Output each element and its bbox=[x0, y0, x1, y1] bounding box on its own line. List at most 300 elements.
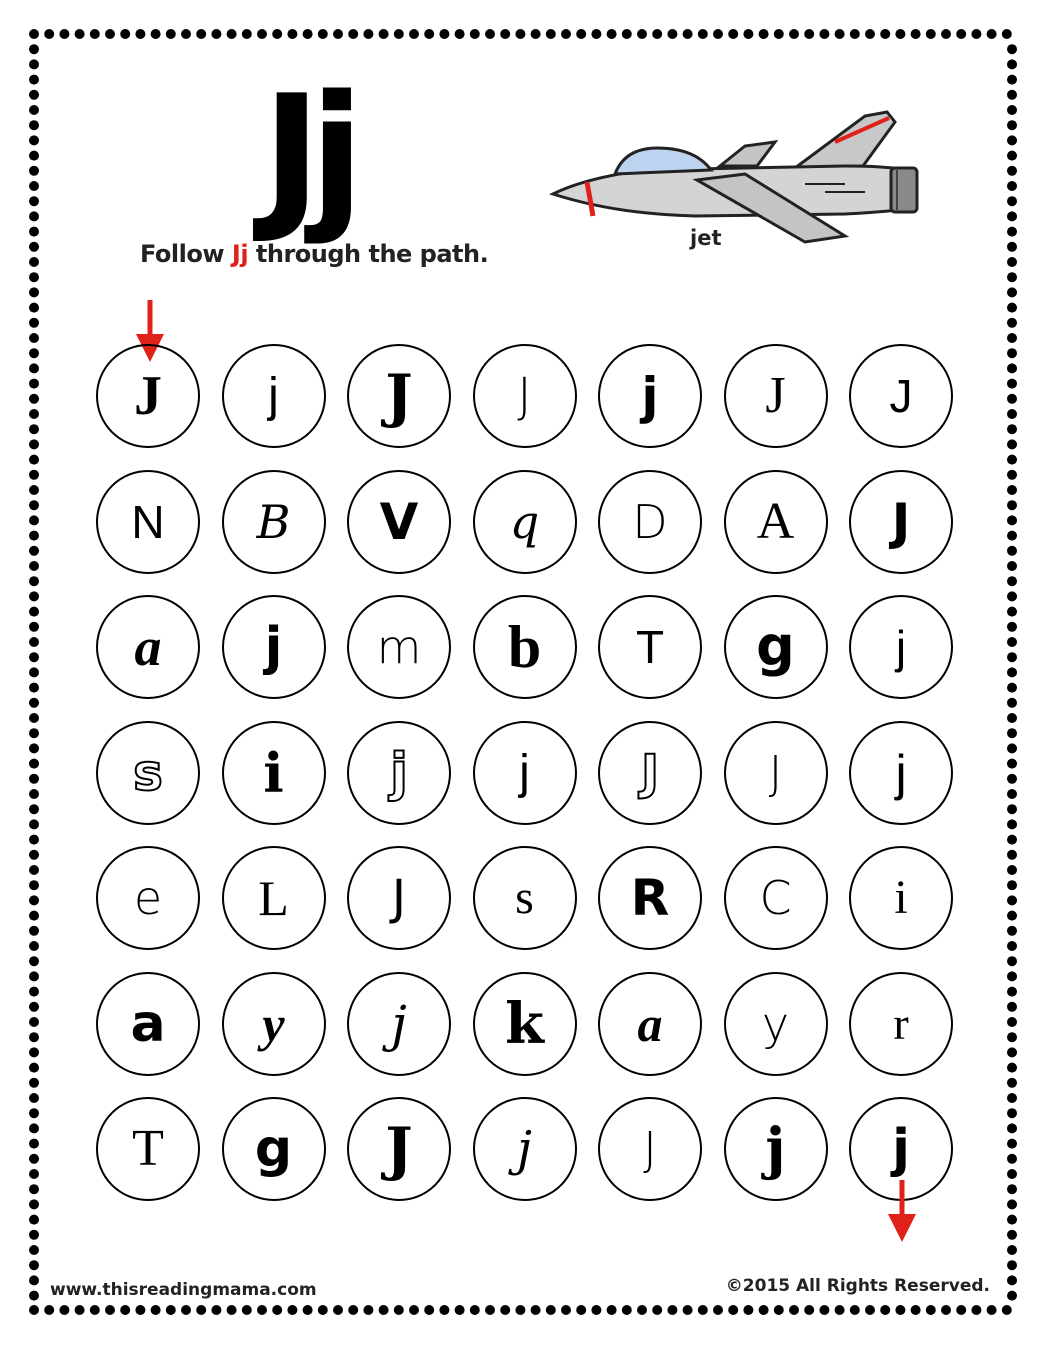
border-dot bbox=[29, 941, 39, 951]
border-dot bbox=[1007, 652, 1017, 662]
border-dot bbox=[485, 29, 495, 39]
border-dot bbox=[850, 29, 860, 39]
border-dot bbox=[348, 29, 358, 39]
border-dot bbox=[29, 485, 39, 495]
border-dot bbox=[1007, 683, 1017, 693]
border-dot bbox=[90, 1305, 100, 1315]
maze-cell[interactable]: j bbox=[849, 721, 953, 825]
border-dot bbox=[667, 29, 677, 39]
border-dot bbox=[29, 1260, 39, 1270]
border-dot bbox=[1007, 303, 1017, 313]
border-dot bbox=[1007, 865, 1017, 875]
border-dot bbox=[1007, 1199, 1017, 1209]
border-dot bbox=[29, 227, 39, 237]
border-dot bbox=[409, 29, 419, 39]
border-dot bbox=[941, 29, 951, 39]
letter-title: Jj bbox=[262, 60, 353, 247]
border-dot bbox=[29, 546, 39, 556]
border-dot bbox=[1007, 272, 1017, 282]
border-dot bbox=[379, 29, 389, 39]
border-dot bbox=[1007, 987, 1017, 997]
border-dot bbox=[1007, 59, 1017, 69]
maze-cell[interactable]: J bbox=[347, 344, 451, 448]
border-dot bbox=[683, 29, 693, 39]
border-dot bbox=[120, 1305, 130, 1315]
border-dot bbox=[1007, 196, 1017, 206]
border-dot bbox=[1007, 105, 1017, 115]
border-dot bbox=[911, 29, 921, 39]
border-dot bbox=[29, 1230, 39, 1240]
border-dot bbox=[455, 1305, 465, 1315]
border-dot bbox=[196, 29, 206, 39]
border-dot bbox=[455, 29, 465, 39]
border-dot bbox=[880, 1305, 890, 1315]
border-dot bbox=[1007, 1275, 1017, 1285]
maze-cell[interactable]: J bbox=[849, 470, 953, 574]
maze-cell[interactable]: j bbox=[849, 595, 953, 699]
border-dot bbox=[257, 29, 267, 39]
border-dot bbox=[29, 500, 39, 510]
border-dot bbox=[1007, 181, 1017, 191]
border-dot bbox=[29, 804, 39, 814]
border-dot bbox=[1007, 1215, 1017, 1225]
border-dot bbox=[29, 29, 39, 39]
border-dot bbox=[333, 29, 343, 39]
border-dot bbox=[29, 90, 39, 100]
border-dot bbox=[29, 1017, 39, 1027]
border-dot bbox=[439, 1305, 449, 1315]
maze-cell[interactable]: y bbox=[222, 972, 326, 1076]
maze-cell[interactable]: a bbox=[598, 972, 702, 1076]
border-dot bbox=[1007, 1032, 1017, 1042]
border-dot bbox=[713, 1305, 723, 1315]
border-dot bbox=[1007, 470, 1017, 480]
border-dot bbox=[1007, 515, 1017, 525]
border-dot bbox=[850, 1305, 860, 1315]
border-dot bbox=[1007, 1139, 1017, 1149]
border-dot bbox=[835, 1305, 845, 1315]
border-dot bbox=[29, 105, 39, 115]
border-dot bbox=[29, 211, 39, 221]
border-dot bbox=[1007, 455, 1017, 465]
border-dot bbox=[1007, 379, 1017, 389]
border-dot bbox=[135, 29, 145, 39]
border-dot bbox=[1002, 1305, 1012, 1315]
border-dot bbox=[1007, 667, 1017, 677]
border-dot bbox=[44, 29, 54, 39]
border-dot bbox=[1007, 287, 1017, 297]
maze-cell[interactable]: y bbox=[724, 972, 828, 1076]
border-dot bbox=[29, 987, 39, 997]
border-dot bbox=[1007, 804, 1017, 814]
border-dot bbox=[607, 29, 617, 39]
border-dot bbox=[713, 29, 723, 39]
border-dot bbox=[1007, 1123, 1017, 1133]
border-dot bbox=[29, 1275, 39, 1285]
border-dot bbox=[318, 29, 328, 39]
maze-cell[interactable]: J bbox=[724, 721, 828, 825]
border-dot bbox=[971, 1305, 981, 1315]
border-dot bbox=[29, 561, 39, 571]
maze-cell[interactable]: T bbox=[96, 1097, 200, 1201]
border-dot bbox=[29, 774, 39, 784]
border-dot bbox=[29, 1093, 39, 1103]
border-dot bbox=[835, 29, 845, 39]
border-dot bbox=[576, 29, 586, 39]
maze-cell[interactable]: r bbox=[849, 972, 953, 1076]
border-dot bbox=[865, 1305, 875, 1315]
border-dot bbox=[29, 850, 39, 860]
border-dot bbox=[29, 151, 39, 161]
border-dot bbox=[29, 622, 39, 632]
border-dot bbox=[1007, 850, 1017, 860]
border-dot bbox=[29, 363, 39, 373]
maze-cell[interactable]: J bbox=[598, 1097, 702, 1201]
border-dot bbox=[29, 698, 39, 708]
maze-cell[interactable]: J bbox=[473, 344, 577, 448]
border-dot bbox=[804, 29, 814, 39]
maze-cell[interactable]: b bbox=[473, 595, 577, 699]
border-dot bbox=[1007, 698, 1017, 708]
border-dot bbox=[29, 1199, 39, 1209]
instruction-text bbox=[140, 240, 488, 268]
border-dot bbox=[394, 1305, 404, 1315]
maze-cell[interactable]: L bbox=[222, 846, 326, 950]
border-dot bbox=[728, 29, 738, 39]
border-dot bbox=[29, 713, 39, 723]
border-dot bbox=[287, 29, 297, 39]
border-dot bbox=[59, 29, 69, 39]
border-dot bbox=[29, 1002, 39, 1012]
border-dot bbox=[1007, 607, 1017, 617]
border-dot bbox=[895, 1305, 905, 1315]
border-dot bbox=[29, 44, 39, 54]
border-dot bbox=[424, 29, 434, 39]
border-dot bbox=[1007, 941, 1017, 951]
border-dot bbox=[789, 1305, 799, 1315]
border-dot bbox=[227, 1305, 237, 1315]
border-dot bbox=[29, 394, 39, 404]
border-dot bbox=[29, 819, 39, 829]
border-dot bbox=[151, 29, 161, 39]
border-dot bbox=[303, 1305, 313, 1315]
border-dot bbox=[29, 272, 39, 282]
border-dot bbox=[1007, 622, 1017, 632]
border-dot bbox=[500, 1305, 510, 1315]
border-dot bbox=[1007, 713, 1017, 723]
border-dot bbox=[1007, 1260, 1017, 1270]
border-dot bbox=[1007, 911, 1017, 921]
end-arrow-icon bbox=[884, 1178, 920, 1248]
border-dot bbox=[29, 439, 39, 449]
border-dot bbox=[181, 29, 191, 39]
border-dot bbox=[1007, 971, 1017, 981]
border-dot bbox=[515, 1305, 525, 1315]
border-dot bbox=[1007, 1063, 1017, 1073]
border-dot bbox=[120, 29, 130, 39]
maze-cell[interactable]: J bbox=[598, 721, 702, 825]
border-dot bbox=[956, 1305, 966, 1315]
border-dot bbox=[515, 29, 525, 39]
border-dot bbox=[242, 29, 252, 39]
border-dot bbox=[29, 348, 39, 358]
border-dot bbox=[1007, 1047, 1017, 1057]
border-dot bbox=[1007, 75, 1017, 85]
border-dot bbox=[29, 743, 39, 753]
border-dot bbox=[880, 29, 890, 39]
border-dot bbox=[257, 1305, 267, 1315]
border-dot bbox=[29, 242, 39, 252]
border-dot bbox=[29, 409, 39, 419]
border-dot bbox=[29, 926, 39, 936]
border-dot bbox=[789, 29, 799, 39]
border-dot bbox=[439, 29, 449, 39]
border-dot bbox=[637, 1305, 647, 1315]
maze-cell[interactable]: i bbox=[222, 721, 326, 825]
maze-cell[interactable]: a bbox=[96, 595, 200, 699]
border-dot bbox=[1007, 394, 1017, 404]
border-dot bbox=[90, 29, 100, 39]
border-dot bbox=[29, 1032, 39, 1042]
border-dot bbox=[1007, 151, 1017, 161]
maze-cell[interactable]: a bbox=[96, 972, 200, 1076]
border-dot bbox=[29, 531, 39, 541]
border-dot bbox=[59, 1305, 69, 1315]
border-dot bbox=[1007, 333, 1017, 343]
border-dot bbox=[1007, 409, 1017, 419]
border-dot bbox=[804, 1305, 814, 1315]
instruction-highlight: Jj bbox=[231, 240, 249, 268]
border-dot bbox=[546, 1305, 556, 1315]
maze-cell[interactable]: R bbox=[598, 846, 702, 950]
border-dot bbox=[29, 75, 39, 85]
border-dot bbox=[29, 166, 39, 176]
border-dot bbox=[987, 1305, 997, 1315]
border-dot bbox=[1007, 880, 1017, 890]
border-dot bbox=[409, 1305, 419, 1315]
maze-cell[interactable]: B bbox=[222, 470, 326, 574]
border-dot bbox=[333, 1305, 343, 1315]
border-dot bbox=[622, 29, 632, 39]
border-dot bbox=[29, 789, 39, 799]
maze-cell[interactable]: j bbox=[473, 721, 577, 825]
border-dot bbox=[151, 1305, 161, 1315]
maze-cell[interactable]: g bbox=[724, 595, 828, 699]
border-dot bbox=[1007, 926, 1017, 936]
border-dot bbox=[29, 911, 39, 921]
border-dot bbox=[181, 1305, 191, 1315]
border-dot bbox=[29, 607, 39, 617]
border-dot bbox=[29, 515, 39, 525]
border-dot bbox=[926, 1305, 936, 1315]
border-dot bbox=[227, 29, 237, 39]
border-dot bbox=[29, 318, 39, 328]
border-dot bbox=[29, 59, 39, 69]
border-dot bbox=[29, 576, 39, 586]
border-dot bbox=[287, 1305, 297, 1315]
maze-cell[interactable]: N bbox=[96, 470, 200, 574]
border-dot bbox=[1007, 44, 1017, 54]
maze-cell[interactable]: C bbox=[724, 846, 828, 950]
maze-cell[interactable]: J bbox=[347, 1097, 451, 1201]
maze-cell[interactable]: q bbox=[473, 470, 577, 574]
border-dot bbox=[1007, 1184, 1017, 1194]
maze-cell[interactable]: i bbox=[849, 846, 953, 950]
border-dot bbox=[1007, 1108, 1017, 1118]
border-dot bbox=[29, 303, 39, 313]
maze-cell[interactable]: T bbox=[598, 595, 702, 699]
border-dot bbox=[987, 29, 997, 39]
border-dot bbox=[105, 1305, 115, 1315]
border-dot bbox=[29, 120, 39, 130]
border-dot bbox=[29, 728, 39, 738]
maze-cell[interactable]: e bbox=[96, 846, 200, 950]
maze-cell[interactable]: s bbox=[96, 721, 200, 825]
border-dot bbox=[166, 1305, 176, 1315]
border-dot bbox=[379, 1305, 389, 1315]
border-dot bbox=[29, 1169, 39, 1179]
border-dot bbox=[759, 1305, 769, 1315]
border-dot bbox=[1007, 227, 1017, 237]
border-dot bbox=[531, 29, 541, 39]
border-dot bbox=[29, 667, 39, 677]
maze-cell[interactable]: j bbox=[473, 1097, 577, 1201]
border-dot bbox=[394, 29, 404, 39]
border-dot bbox=[1002, 29, 1012, 39]
maze-cell[interactable]: j bbox=[347, 972, 451, 1076]
letter-maze bbox=[96, 344, 956, 1204]
border-dot bbox=[29, 470, 39, 480]
border-dot bbox=[29, 1108, 39, 1118]
border-dot bbox=[1007, 546, 1017, 556]
maze-cell[interactable]: s bbox=[473, 846, 577, 950]
maze-cell[interactable]: V bbox=[347, 470, 451, 574]
maze-cell[interactable]: j bbox=[598, 344, 702, 448]
maze-cell[interactable]: j bbox=[849, 1097, 953, 1201]
border-dot bbox=[363, 29, 373, 39]
instruction-after: through the path. bbox=[248, 240, 489, 268]
border-dot bbox=[607, 1305, 617, 1315]
border-dot bbox=[759, 29, 769, 39]
border-dot bbox=[196, 1305, 206, 1315]
border-dot bbox=[211, 1305, 221, 1315]
border-dot bbox=[774, 29, 784, 39]
maze-cell[interactable]: k bbox=[473, 972, 577, 1076]
border-dot bbox=[1007, 1230, 1017, 1240]
copyright-text: ©2015 All Rights Reserved. bbox=[725, 1276, 990, 1296]
border-dot bbox=[44, 1305, 54, 1315]
border-dot bbox=[1007, 318, 1017, 328]
border-dot bbox=[1007, 1093, 1017, 1103]
border-dot bbox=[29, 956, 39, 966]
border-dot bbox=[926, 29, 936, 39]
border-dot bbox=[1007, 789, 1017, 799]
border-dot bbox=[1007, 759, 1017, 769]
border-dot bbox=[1007, 439, 1017, 449]
border-dot bbox=[743, 29, 753, 39]
maze-cell[interactable]: J bbox=[347, 846, 451, 950]
maze-cell[interactable]: m bbox=[347, 595, 451, 699]
maze-cell[interactable]: J bbox=[724, 344, 828, 448]
border-dot bbox=[1007, 166, 1017, 176]
border-dot bbox=[166, 29, 176, 39]
maze-cell[interactable]: J bbox=[849, 344, 953, 448]
border-dot bbox=[1007, 576, 1017, 586]
border-dot bbox=[591, 1305, 601, 1315]
border-dot bbox=[29, 1047, 39, 1057]
maze-cell[interactable]: j bbox=[724, 1097, 828, 1201]
maze-cell[interactable]: J bbox=[96, 344, 200, 448]
border-dot bbox=[1007, 211, 1017, 221]
maze-cell[interactable]: g bbox=[222, 1097, 326, 1201]
border-dot bbox=[591, 29, 601, 39]
maze-cell[interactable]: j bbox=[222, 595, 326, 699]
border-dot bbox=[1007, 90, 1017, 100]
border-dot bbox=[819, 1305, 829, 1315]
border-dot bbox=[1007, 363, 1017, 373]
picture-label: jet bbox=[690, 226, 722, 250]
border-dot bbox=[242, 1305, 252, 1315]
border-dot bbox=[1007, 120, 1017, 130]
border-dot bbox=[135, 1305, 145, 1315]
border-dot bbox=[29, 865, 39, 875]
maze-cell[interactable]: A bbox=[724, 470, 828, 574]
border-dot bbox=[1007, 774, 1017, 784]
border-dot bbox=[895, 29, 905, 39]
border-dot bbox=[29, 379, 39, 389]
maze-cell[interactable]: j bbox=[347, 721, 451, 825]
border-dot bbox=[29, 759, 39, 769]
border-dot bbox=[819, 29, 829, 39]
border-dot bbox=[211, 29, 221, 39]
border-dot bbox=[363, 1305, 373, 1315]
border-dot bbox=[971, 29, 981, 39]
border-dot bbox=[1007, 242, 1017, 252]
border-dot bbox=[1007, 743, 1017, 753]
border-dot bbox=[29, 1139, 39, 1149]
jet-icon bbox=[545, 108, 925, 248]
border-dot bbox=[1007, 348, 1017, 358]
border-dot bbox=[1007, 500, 1017, 510]
border-dot bbox=[1007, 1078, 1017, 1088]
border-dot bbox=[1007, 1245, 1017, 1255]
border-dot bbox=[272, 29, 282, 39]
border-dot bbox=[941, 1305, 951, 1315]
border-dot bbox=[29, 1184, 39, 1194]
border-dot bbox=[29, 135, 39, 145]
border-dot bbox=[1007, 561, 1017, 571]
border-dot bbox=[576, 1305, 586, 1315]
border-dot bbox=[1007, 591, 1017, 601]
border-dot bbox=[29, 835, 39, 845]
maze-cell[interactable]: j bbox=[222, 344, 326, 448]
border-dot bbox=[424, 1305, 434, 1315]
border-dot bbox=[29, 333, 39, 343]
border-dot bbox=[865, 29, 875, 39]
border-dot bbox=[105, 29, 115, 39]
border-dot bbox=[1007, 819, 1017, 829]
border-dot bbox=[29, 1063, 39, 1073]
maze-cell[interactable]: D bbox=[598, 470, 702, 574]
border-dot bbox=[75, 1305, 85, 1315]
border-dot bbox=[470, 29, 480, 39]
border-dot bbox=[29, 637, 39, 647]
border-dot bbox=[29, 591, 39, 601]
border-dot bbox=[1007, 424, 1017, 434]
border-dot bbox=[1007, 1154, 1017, 1164]
border-dot bbox=[272, 1305, 282, 1315]
border-dot bbox=[29, 455, 39, 465]
